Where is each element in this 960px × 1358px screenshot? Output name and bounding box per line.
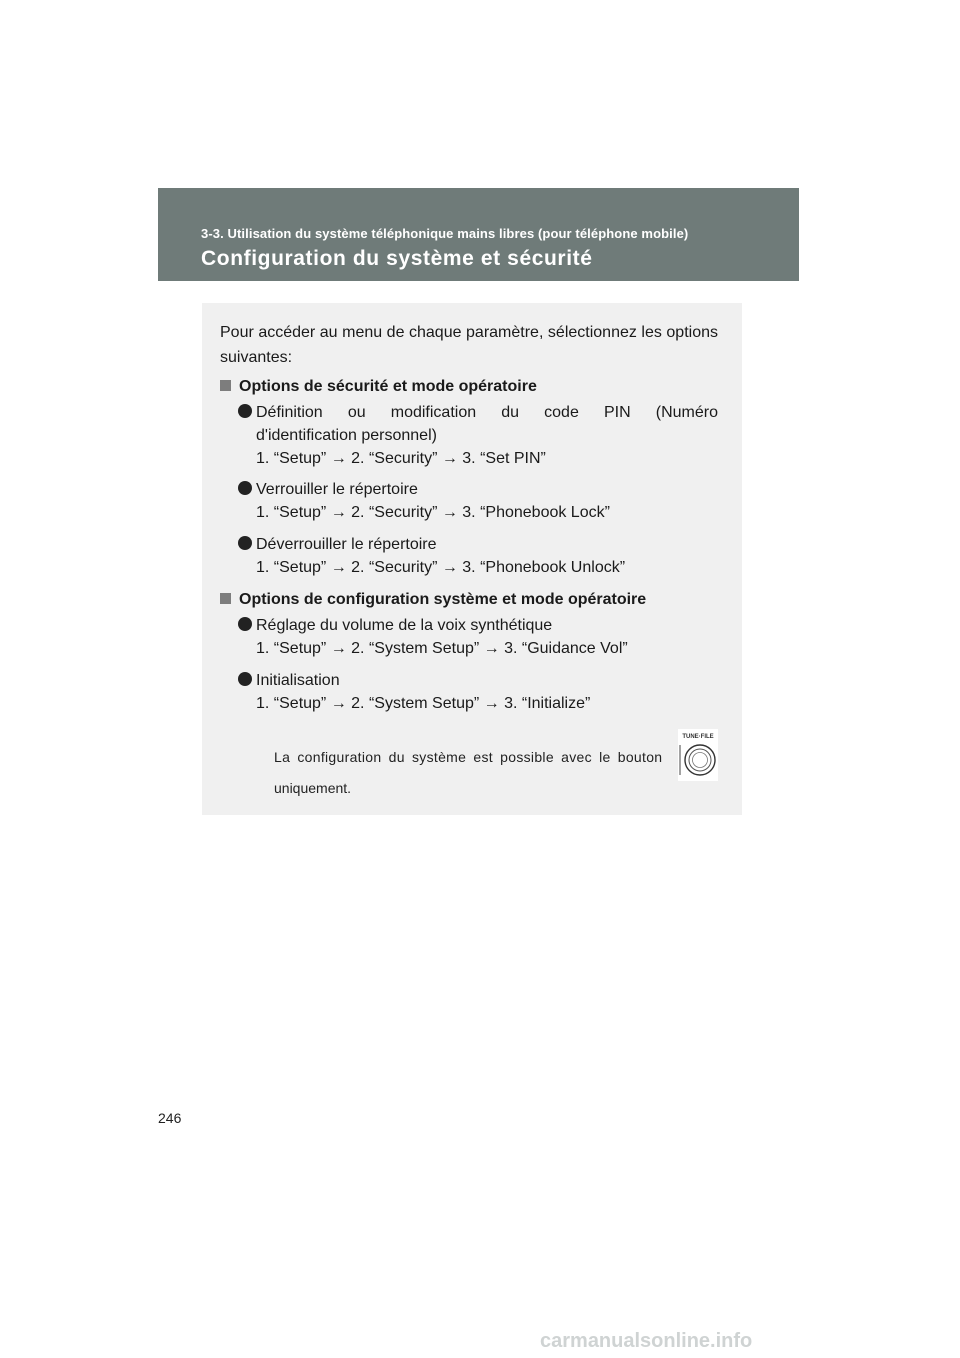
section-heading-text: Options de configuration système et mode opératoire [239,591,647,608]
tune-file-knob-icon [678,729,718,781]
list-item [238,401,718,470]
square-bullet-icon [220,380,231,391]
bullet-icon [238,617,252,631]
item-title: Verrouiller le répertoire [256,481,418,498]
knob-label: TUNE·FILE [682,734,714,740]
note-text-cont: uniquement. [274,780,352,796]
item-title: Initialisation [256,672,340,689]
info-box [202,303,742,815]
square-bullet-icon [220,593,231,604]
list-item [238,478,718,524]
page-title: Configuration du système et sécurité [201,247,593,270]
section-heading-system [220,591,646,609]
bullet-icon [238,404,252,418]
item-title: Réglage du volume de la voix synthétique [256,617,553,634]
item-path: 1. “Setup” → 2. “Security” → 3. “Phonebook Unlock” [256,559,626,576]
item-path: 1. “Setup” → 2. “System Setup” → 3. “Initialize” [256,695,591,712]
watermark: carmanualsonline.info [540,1330,753,1352]
note-text: La configuration du système est possible avec le bouton [274,749,663,765]
item-title: Définition ou modification du code PIN (Numéro [256,404,718,421]
page-number: 246 [158,1110,182,1126]
list-item [238,533,718,579]
chapter-header [158,188,799,281]
item-path: 1. “Setup” → 2. “Security” → 3. “Set PIN” [256,450,546,467]
intro-text: Pour accéder au menu de chaque paramètre, sélectionnez les options suivantes: [220,324,718,366]
item-path: 1. “Setup” → 2. “System Setup” → 3. “Guidance Vol” [256,640,628,657]
section-label: 3-3. Utilisation du système téléphonique mains libres (pour téléphone mobile) [201,226,689,241]
section-heading-security [220,378,537,396]
list-item [238,614,718,660]
item-title-cont: d'identification personnel) [256,427,437,444]
list-item [238,669,718,715]
item-path: 1. “Setup” → 2. “Security” → 3. “Phonebook Lock” [256,504,610,521]
item-title: Déverrouiller le répertoire [256,536,437,553]
bullet-icon [238,672,252,686]
bullet-icon [238,536,252,550]
section-heading-text: Options de sécurité et mode opératoire [239,378,537,395]
bullet-icon [238,481,252,495]
